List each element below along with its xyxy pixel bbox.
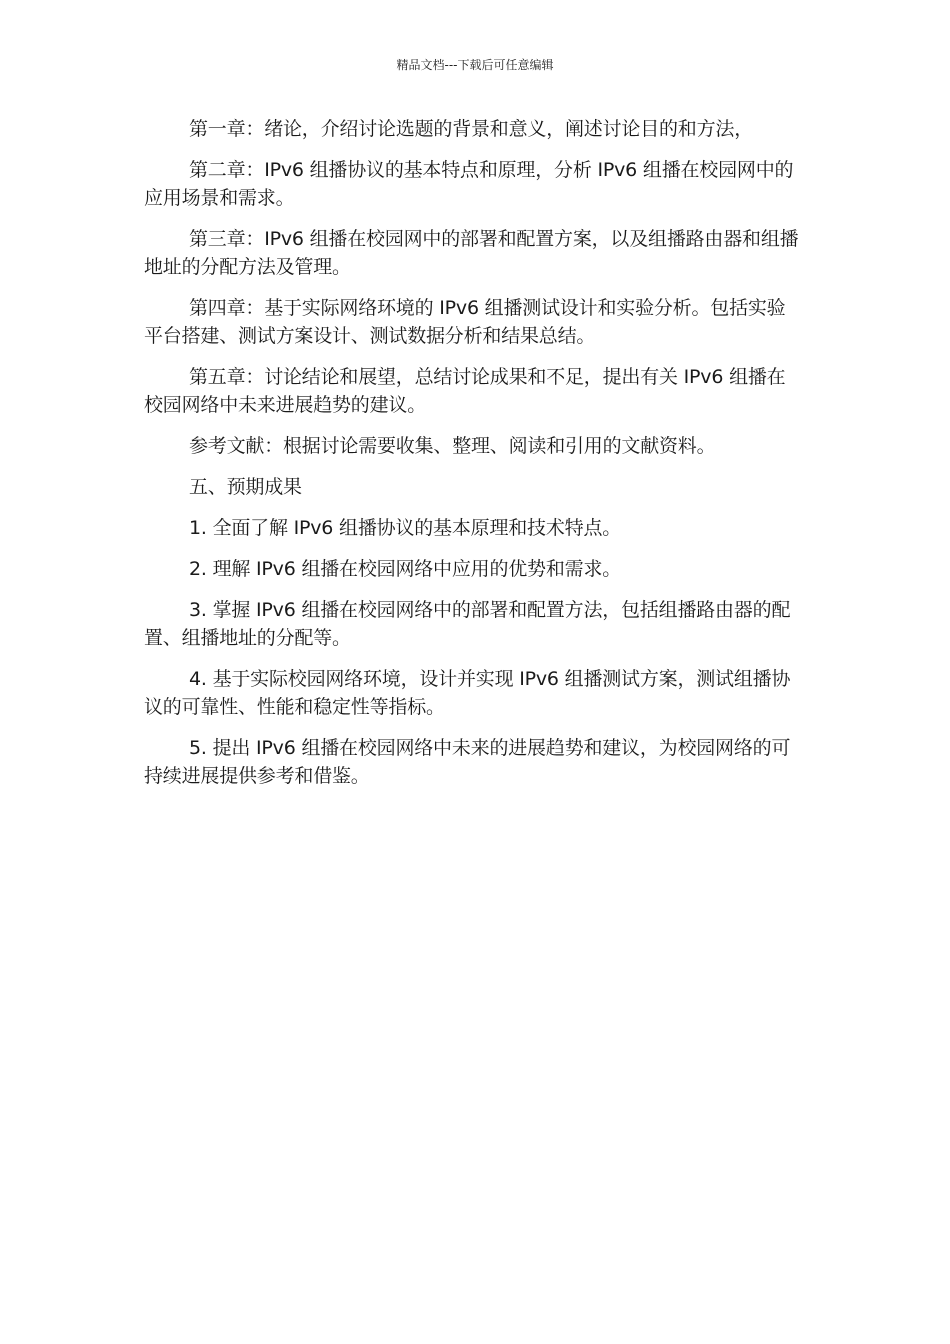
paragraph-chapter-5: 第五章：讨论结论和展望，总结讨论成果和不足，提出有关 IPv6 组播在校园网络中未来进展趋势的建议。: [144, 366, 786, 416]
paragraph-chapter-1: 第一章：绪论，介绍讨论选题的背景和意义，阐述讨论目的和方法，: [189, 118, 754, 140]
paragraph-chapter-3: 第三章：IPv6 组播在校园网中的部署和配置方案，以及组播路由器和组播地址的分配方法及管理。: [144, 228, 799, 278]
list-item-result-3: 3. 掌握 IPv6 组播在校园网络中的部署和配置方法，包括组播路由器的配置、组播地址的分配等。: [144, 599, 791, 649]
paragraph-chapter-2: 第二章：IPv6 组播协议的基本特点和原理，分析 IPv6 组播在校园网中的应用场景和需求。: [144, 159, 794, 209]
list-item-result-4: 4. 基于实际校园网络环境，设计并实现 IPv6 组播测试方案，测试组播协议的可靠性、性能和稳定性等指标。: [144, 668, 791, 718]
list-item-result-5: 5. 提出 IPv6 组播在校园网络中未来的进展趋势和建议，为校园网络的可持续进展提供参考和借鉴。: [144, 737, 791, 787]
section-heading-expected-results: 五、预期成果: [189, 476, 302, 498]
document-body: [144, 115, 804, 803]
list-item-result-2: 2. 理解 IPv6 组播在校园网络中应用的优势和需求。: [189, 558, 622, 580]
page-header: 精品文档---下载后可任意编辑: [396, 58, 554, 72]
paragraph-chapter-4: 第四章：基于实际网络环境的 IPv6 组播测试设计和实验分析。包括实验平台搭建、测试方案设计、测试数据分析和结果总结。: [144, 297, 786, 347]
list-item-result-1: 1. 全面了解 IPv6 组播协议的基本原理和技术特点。: [189, 517, 622, 539]
paragraph-references: 参考文献：根据讨论需要收集、整理、阅读和引用的文献资料。: [189, 435, 716, 457]
